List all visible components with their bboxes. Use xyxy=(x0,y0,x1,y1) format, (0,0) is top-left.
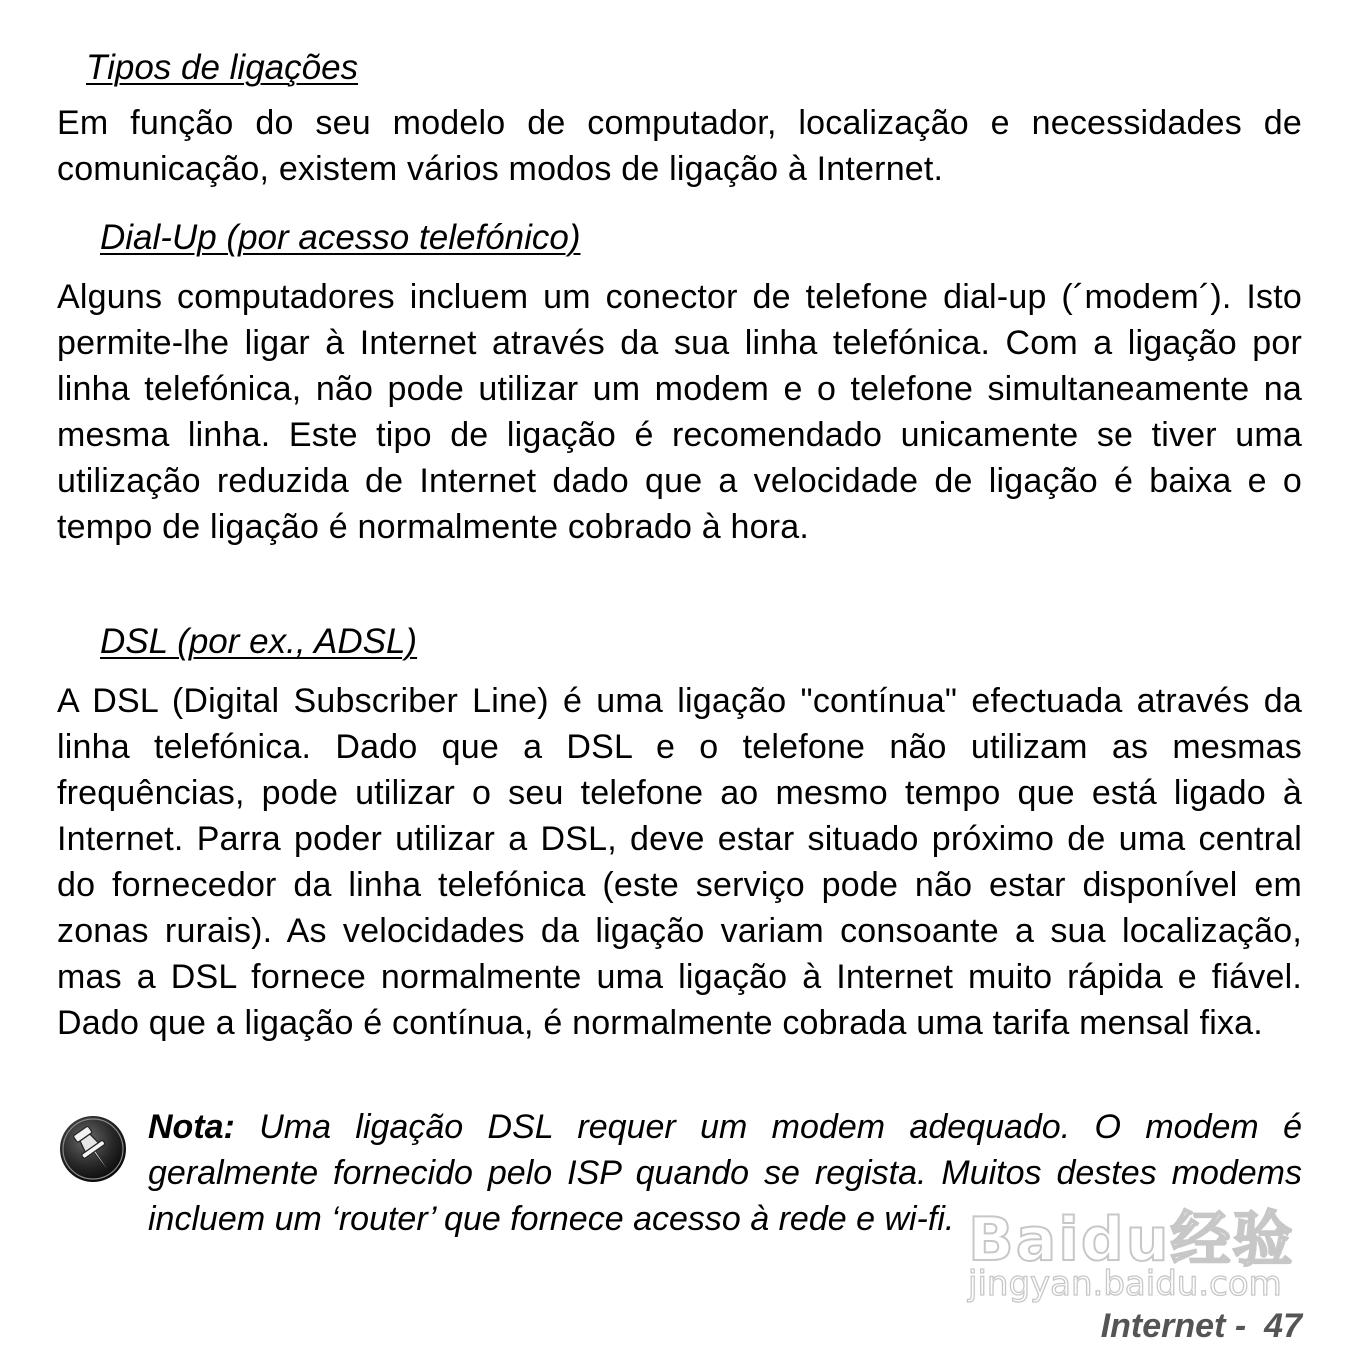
footer-section-name: Internet - xyxy=(1100,1307,1247,1345)
note-text: Uma ligação DSL requer um modem adequado. O modem é geralmente fornecido pelo ISP quando se regista. Muitos destes modems incluem um ‘router’ que fornece acesso à rede e wi-fi. xyxy=(148,1108,1302,1238)
section-heading-dsl: DSL (por ex., ADSL) xyxy=(100,622,418,661)
note-block xyxy=(148,1104,1302,1242)
page-footer xyxy=(1101,1306,1302,1346)
section-body-dsl: A DSL (Digital Subscriber Line) é uma ligação "contínua" efectuada através da linha telefónica. Dado que a DSL e o telefone não utilizam as mesmas frequências, pode utilizar o seu telefone ao mesmo tempo que está ligado à Internet. Parra poder utilizar a DSL, deve estar situado próximo de uma central do fornecedor da linha telefónica (este serviço pode não estar disponível em zonas rurais). As velocidades da ligação variam consoante a sua localização, mas a DSL fornece normalmente uma ligação à Internet muito rápida e fiável. Dado que a ligação é contínua, é normalmente cobrada uma tarifa mensal fixa. xyxy=(57,682,1302,1042)
section-heading-tipos: Tipos de ligações xyxy=(86,48,359,87)
section-body-dialup: Alguns computadores incluem um conector de telefone dial-up (´modem´). Isto permite-lhe ligar à Internet através da sua linha telefónica. Com a ligação por linha telefónica, não pode utilizar um modem e o telefone simultaneamente na mesma linha. Este tipo de ligação é recomendado unicamente se tiver uma utilização reduzida de Internet dado que a velocidade de ligação é baixa e o tempo de ligação é normalmente cobrado à hora. xyxy=(57,278,1302,546)
watermark-logo: Baidu经验 xyxy=(968,1205,1295,1275)
section-heading-dialup: Dial-Up (por acesso telefónico) xyxy=(100,218,581,257)
note-label: Nota: xyxy=(148,1108,235,1146)
pushpin-icon xyxy=(58,1114,128,1184)
page-number: 47 xyxy=(1264,1307,1302,1345)
watermark-url: jingyan.baidu.com xyxy=(968,1264,1282,1304)
section-body-tipos: Em função do seu modelo de computador, localização e necessidades de comunicação, existem vários modos de ligação à Internet. xyxy=(57,104,1302,188)
